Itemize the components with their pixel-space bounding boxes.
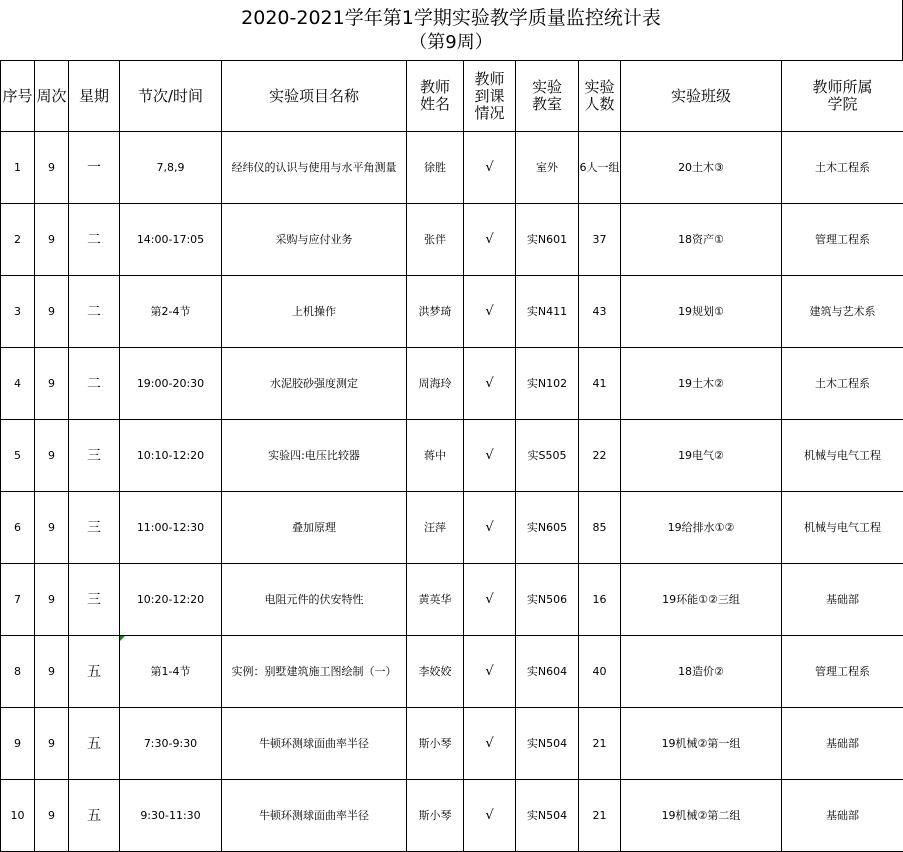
column-header: 周次 — [35, 61, 69, 132]
row-teacher: 洪梦琦 — [407, 276, 464, 348]
row-teacher: 斯小琴 — [407, 708, 464, 780]
row-attendance: √ — [464, 204, 516, 276]
row-teacher: 蒋中 — [407, 420, 464, 492]
table-row — [1, 348, 903, 420]
row-teacher: 周海玲 — [407, 348, 464, 420]
row-project: 采购与应付业务 — [222, 204, 407, 276]
row-time: 9:30-11:30 — [120, 780, 222, 852]
row-class: 18造价② — [621, 636, 782, 708]
row-attendance: √ — [464, 348, 516, 420]
row-time: 10:10-12:20 — [120, 420, 222, 492]
column-header: 实验班级 — [621, 61, 782, 132]
row-room: 实N504 — [516, 780, 579, 852]
column-header: 教师 到课 情况 — [464, 61, 516, 132]
row-number: 4 — [1, 348, 35, 420]
table-row — [1, 780, 903, 852]
row-college: 基础部 — [782, 708, 903, 780]
table-row — [1, 636, 903, 708]
column-header: 实验 教室 — [516, 61, 579, 132]
row-week: 9 — [35, 564, 69, 636]
row-count: 85 — [579, 492, 621, 564]
row-weekday: 三 — [69, 420, 120, 492]
row-room: 实N102 — [516, 348, 579, 420]
row-project: 实验四:电压比较器 — [222, 420, 407, 492]
row-attendance: √ — [464, 132, 516, 204]
table-body — [1, 132, 903, 852]
row-time: 第2-4节 — [120, 276, 222, 348]
row-count: 21 — [579, 780, 621, 852]
row-number: 2 — [1, 204, 35, 276]
row-count: 40 — [579, 636, 621, 708]
row-college: 机械与电气工程 — [782, 420, 903, 492]
row-project: 上机操作 — [222, 276, 407, 348]
row-attendance: √ — [464, 636, 516, 708]
row-teacher: 斯小琴 — [407, 780, 464, 852]
row-room: 实N604 — [516, 636, 579, 708]
row-college: 土木工程系 — [782, 348, 903, 420]
row-weekday: 二 — [69, 348, 120, 420]
row-attendance: √ — [464, 780, 516, 852]
row-weekday: 一 — [69, 132, 120, 204]
row-class: 19规划① — [621, 276, 782, 348]
row-room: 实N504 — [516, 708, 579, 780]
row-attendance: √ — [464, 420, 516, 492]
row-class: 19环能①②三组 — [621, 564, 782, 636]
row-week: 9 — [35, 780, 69, 852]
row-count: 6人一组 — [579, 132, 621, 204]
table-row — [1, 708, 903, 780]
row-number: 7 — [1, 564, 35, 636]
row-project: 经纬仪的认识与使用与水平角测量 — [222, 132, 407, 204]
row-room: 实N605 — [516, 492, 579, 564]
row-week: 9 — [35, 708, 69, 780]
row-teacher: 张伴 — [407, 204, 464, 276]
row-time: 第1-4节 — [120, 636, 222, 708]
row-weekday: 五 — [69, 780, 120, 852]
table-row — [1, 492, 903, 564]
row-room: 实S505 — [516, 420, 579, 492]
row-teacher: 汪萍 — [407, 492, 464, 564]
column-header: 教师所属 学院 — [782, 61, 903, 132]
row-time: 10:20-12:20 — [120, 564, 222, 636]
row-attendance: √ — [464, 564, 516, 636]
title-week: （第9周） — [409, 32, 493, 53]
row-week: 9 — [35, 636, 69, 708]
header-row — [1, 61, 903, 132]
column-header: 星期 — [69, 61, 120, 132]
row-week: 9 — [35, 348, 69, 420]
row-college: 管理工程系 — [782, 204, 903, 276]
row-weekday: 三 — [69, 564, 120, 636]
row-count: 41 — [579, 348, 621, 420]
title-main: 2020-2021学年第1学期实验教学质量监控统计表 — [241, 7, 661, 29]
row-weekday: 三 — [69, 492, 120, 564]
row-time: 19:00-20:30 — [120, 348, 222, 420]
row-time: 11:00-12:30 — [120, 492, 222, 564]
row-project: 水泥胶砂强度测定 — [222, 348, 407, 420]
row-project: 实例：别墅建筑施工图绘制（一） — [222, 636, 407, 708]
row-college: 管理工程系 — [782, 636, 903, 708]
column-header: 实验 人数 — [579, 61, 621, 132]
row-number: 5 — [1, 420, 35, 492]
table-row — [1, 276, 903, 348]
row-week: 9 — [35, 420, 69, 492]
row-class: 20土木③ — [621, 132, 782, 204]
column-header: 实验项目名称 — [222, 61, 407, 132]
row-attendance: √ — [464, 708, 516, 780]
row-college: 机械与电气工程 — [782, 492, 903, 564]
row-college: 基础部 — [782, 780, 903, 852]
row-number: 9 — [1, 708, 35, 780]
column-header: 序号 — [1, 61, 35, 132]
row-weekday: 五 — [69, 708, 120, 780]
row-class: 19机械②第一组 — [621, 708, 782, 780]
row-room: 实N506 — [516, 564, 579, 636]
row-teacher: 李姣姣 — [407, 636, 464, 708]
row-number: 3 — [1, 276, 35, 348]
row-weekday: 二 — [69, 204, 120, 276]
column-header: 节次/时间 — [120, 61, 222, 132]
row-attendance: √ — [464, 492, 516, 564]
row-room: 实N411 — [516, 276, 579, 348]
column-header: 教师 姓名 — [407, 61, 464, 132]
row-college: 基础部 — [782, 564, 903, 636]
row-project: 牛顿环测球面曲率半径 — [222, 780, 407, 852]
row-project: 电阻元件的伏安特性 — [222, 564, 407, 636]
row-class: 19电气② — [621, 420, 782, 492]
row-count: 22 — [579, 420, 621, 492]
row-week: 9 — [35, 204, 69, 276]
row-college: 土木工程系 — [782, 132, 903, 204]
row-week: 9 — [35, 492, 69, 564]
row-number: 10 — [1, 780, 35, 852]
row-time: 14:00-17:05 — [120, 204, 222, 276]
row-number: 8 — [1, 636, 35, 708]
row-college: 建筑与艺术系 — [782, 276, 903, 348]
row-weekday: 五 — [69, 636, 120, 708]
row-time: 7,8,9 — [120, 132, 222, 204]
row-time: 7:30-9:30 — [120, 708, 222, 780]
row-room: 室外 — [516, 132, 579, 204]
row-teacher: 黄英华 — [407, 564, 464, 636]
row-class: 18资产① — [621, 204, 782, 276]
row-class: 19给排水①② — [621, 492, 782, 564]
row-room: 实N601 — [516, 204, 579, 276]
table-row — [1, 132, 903, 204]
row-project: 牛顿环测球面曲率半径 — [222, 708, 407, 780]
row-class: 19土木② — [621, 348, 782, 420]
row-week: 9 — [35, 276, 69, 348]
row-attendance: √ — [464, 276, 516, 348]
row-count: 16 — [579, 564, 621, 636]
table-row — [1, 564, 903, 636]
table-row — [1, 420, 903, 492]
report-title — [0, 0, 903, 60]
row-weekday: 二 — [69, 276, 120, 348]
row-count: 43 — [579, 276, 621, 348]
row-class: 19机械②第二组 — [621, 780, 782, 852]
table-row — [1, 204, 903, 276]
row-teacher: 徐胜 — [407, 132, 464, 204]
monitoring-table — [0, 60, 903, 852]
row-count: 21 — [579, 708, 621, 780]
row-week: 9 — [35, 132, 69, 204]
row-number: 6 — [1, 492, 35, 564]
row-project: 叠加原理 — [222, 492, 407, 564]
row-count: 37 — [579, 204, 621, 276]
row-number: 1 — [1, 132, 35, 204]
